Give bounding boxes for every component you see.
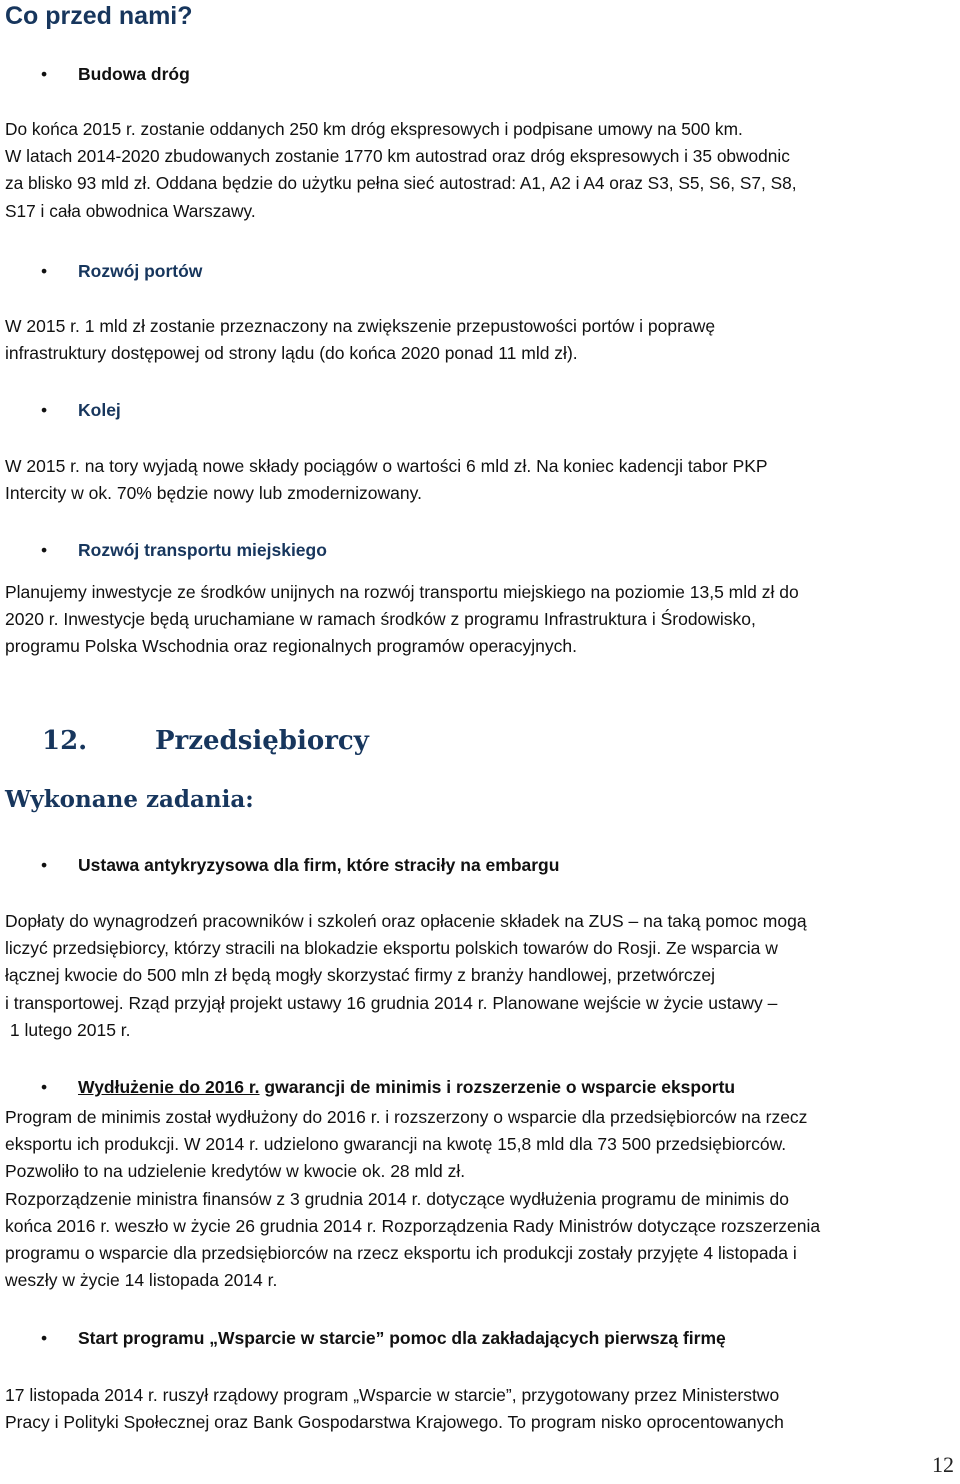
chapter-number: 12. — [42, 726, 88, 756]
text-line: za blisko 93 mld zł. Oddana będzie do użytku pełna sieć autostrad: A1, A2 i A4 oraz S3, S5, S6, S7, S8, — [5, 173, 797, 194]
bullet-label: Rozwój transportu miejskiego — [78, 540, 327, 560]
text-line: Dopłaty do wynagrodzeń pracowników i szkoleń oraz opłacenie składek na ZUS – na taką pomoc mogą — [5, 911, 807, 931]
text-line: weszły w życie 14 listopada 2014 r. — [5, 1270, 278, 1291]
startup-paragraph — [5, 1382, 960, 1436]
bullet-label: Start programu „Wsparcie w starcie” pomoc dla zakładających pierwszą firmę — [78, 1328, 726, 1348]
text-line: Intercity w ok. 70% będzie nowy lub zmodernizowany. — [5, 483, 422, 504]
text-line: W 2015 r. na tory wyjadą nowe składy pociągów o wartości 6 mld zł. Na koniec kadencji tabor PKP — [5, 456, 768, 476]
bullet-label: Budowa dróg — [78, 64, 190, 84]
text-line: 1 lutego 2015 r. — [5, 1019, 131, 1040]
text-line: Rozporządzenie ministra finansów z 3 grudnia 2014 r. dotyczące wydłużenia programu de minimis do — [5, 1188, 790, 1209]
bullet-icon: • — [41, 855, 48, 875]
bullet-label: Rozwój portów — [78, 261, 203, 281]
bullet-label-underlined: Wydłużenie do 2016 r. — [78, 1077, 260, 1097]
text-line: końca 2016 r. weszło w życie 26 grudnia 2014 r. Rozporządzenia Rady Ministrów dotyczące rozszerzenia — [5, 1215, 821, 1236]
bullet-icon: • — [41, 1328, 48, 1348]
text-line: infrastruktury dostępowej od strony lądu (do końca 2020 ponad 11 mld zł). — [5, 343, 578, 364]
bullet-icon: • — [41, 540, 48, 560]
bullet-label-rest: gwarancji de minimis i rozszerzenie o wsparcie eksportu — [259, 1077, 736, 1097]
text-line: S17 i cała obwodnica Warszawy. — [5, 200, 256, 221]
text-line: i transportowej. Rząd przyjął projekt ustawy 16 grudnia 2014 r. Planowane wejście w życie ustawy – — [5, 992, 778, 1013]
roads-paragraph — [5, 116, 960, 225]
text-line: programu Polska Wschodnia oraz regionalnych programów operacyjnych. — [5, 636, 577, 657]
bullet-icon: • — [41, 64, 48, 84]
text-line: Pracy i Polityki Społecznej oraz Bank Gospodarstwa Krajowego. To program nisko oprocentowanych — [5, 1412, 784, 1433]
page-number: 12 — [932, 1452, 954, 1477]
text-line: Planujemy inwestycje ze środków unijnych na rozwój transportu miejskiego na poziomie 13,5 mld zł do — [5, 582, 799, 602]
text-line: programu o wsparcie dla przedsiębiorców na rzecz eksportu ich produkcji zostały przyjęte 4 listopada i — [5, 1243, 797, 1264]
chapter-title: Przedsiębiorcy — [155, 726, 369, 756]
rail-paragraph — [5, 453, 960, 507]
text-line: 2020 r. Inwestycje będą uruchamiane w ramach środków z programu Infrastruktura i Środowisko, — [5, 609, 756, 630]
text-line: W 2015 r. 1 mld zł zostanie przeznaczony na zwiększenie przepustowości portów i poprawę — [5, 316, 716, 336]
text-line: 17 listopada 2014 r. ruszył rządowy program „Wsparcie w starcie”, przygotowany przez Ministerstwo — [5, 1385, 780, 1405]
bullet-icon: • — [41, 400, 48, 420]
bullet-label: Kolej — [78, 400, 121, 420]
bullet-label — [78, 1077, 735, 1098]
text-line: W latach 2014-2020 zbudowanych zostanie 1770 km autostrad oraz dróg ekspresowych i 35 obwodnic — [5, 146, 790, 167]
bullet-icon: • — [41, 261, 48, 281]
bullet-label: Ustawa antykryzysowa dla firm, które straciły na embargu — [78, 855, 560, 875]
text-line: liczyć przedsiębiorcy, którzy stracili na blokadzie eksportu polskich towarów do Rosji. Ze wsparcia w — [5, 938, 778, 959]
embargo-paragraph — [5, 908, 960, 1044]
deminimis-paragraph — [5, 1104, 960, 1294]
transport-paragraph — [5, 579, 960, 661]
text-line: Program de minimis został wydłużony do 2016 r. i rozszerzony o wsparcie dla przedsiębiorców na rzecz — [5, 1107, 808, 1127]
text-line: eksportu ich produkcji. W 2014 r. udzielono gwarancji na kwotę 15,8 mld dla 73 500 przedsiębiorców. — [5, 1134, 787, 1155]
bullet-icon: • — [41, 1077, 48, 1097]
ports-paragraph — [5, 313, 960, 367]
text-line: Pozwoliło to na udzielenie kredytów w kwocie ok. 28 mld zł. — [5, 1161, 466, 1182]
subheading: Wykonane zadania: — [5, 786, 254, 813]
text-line: Do końca 2015 r. zostanie oddanych 250 km dróg ekspresowych i podpisane umowy na 500 km. — [5, 119, 743, 139]
text-line: łącznej kwocie do 500 mln zł będą mogły skorzystać firmy z branży handlowej, przetwórczej — [5, 965, 716, 986]
section-heading: Co przed nami? — [5, 2, 193, 30]
